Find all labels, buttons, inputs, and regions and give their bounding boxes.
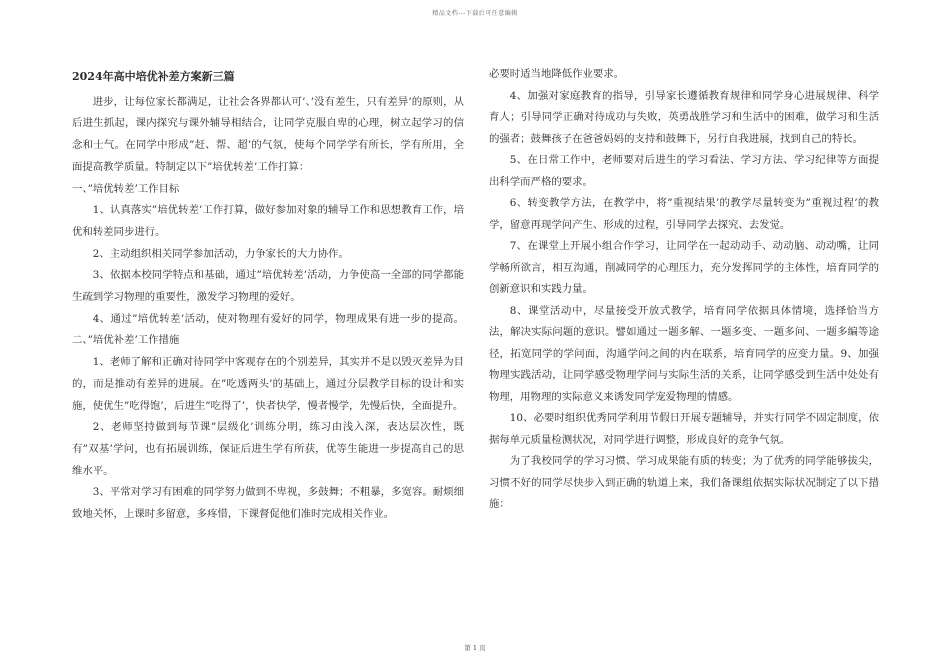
paragraph: 10、必要时组织优秀同学利用节假日开展专题辅导，并实行同学不固定制度，依据每单元质量检测状况，对同学进行调整，形成良好的竞争气氛。 <box>489 412 879 446</box>
left-column <box>72 66 464 526</box>
paragraph: 4、加强对家庭教育的指导，引导家长遵循教育规律和同学身心进展规律、科学育人；引导同学正确对待成功与失败，英勇战胜学习和生活中的困难，做学习和生活的强者；鼓舞孩子在爸爸妈妈的支持和鼓舞下，另行自我进展，找到自己的特长。 <box>489 89 879 145</box>
paragraph: 2、主动组织相关同学参加活动，力争家长的大力协作。 <box>92 247 349 260</box>
document-title: 2024年高中培优补差方案新三篇 <box>72 70 235 83</box>
paragraph: 2、老师坚持做到每节课”层级化’训练分明，练习由浅入深，表达层次性，既有”双基’学问，也有拓展训练，保证后进生学有所获，优等生能进一步提高自己的思维水平。 <box>72 421 464 477</box>
paragraph: 8、课堂活动中，尽量接受开放式教学，培育同学依据具体情境，选择恰当方法，解决实际问题的意识。譬如通过一题多解、一题多变、一题多问、一题多编等途径，拓宽同学的学问面，沟通学问之间的内在联系，培育同学的应变力量。9、加强物理实践活动，让同学感受物理学问与实际生活的关系，让同学感受到生活中处处有物理，用物理的实际意义来诱发同学宠爱物理的情感。 <box>489 304 879 403</box>
section-heading: 一、”培优转差’工作目标 <box>72 182 180 195</box>
paragraph: 3、依据本校同学特点和基础，通过”培优转差’活动，力争使高一全部的同学都能生疏到学习物理的重要性，激发学习物理的爱好。 <box>72 269 464 304</box>
paragraph: 4、通过”培优转差’活动，使对物理有爱好的同学，物理成果有进一步的提高。二、”培优补差’工作措施 <box>72 312 464 347</box>
paragraph: 7、在课堂上开展小组合作学习，让同学在一起动动手、动动脑、动动嘴，让同学畅所欲言，相互沟通，削减同学的心理压力，充分发挥同学的主体性，培育同学的创新意识和实践力量。 <box>489 240 879 295</box>
page-number: 第 1 页 <box>464 644 486 652</box>
right-column <box>489 64 879 516</box>
page-header: 精品文档---下载后可任意编辑 <box>432 10 518 17</box>
paragraph: 1、认真落实”培优转差’工作打算，做好参加对象的辅导工作和思想教育工作，培优和转差同步进行。 <box>72 204 464 238</box>
paragraph: 1、老师了解和正确对待同学中客观存在的个别差异，其实并不是以毁灭差异为目的，而是推动有差异的进展。在”吃透两头’的基础上，通过分层教学目标的设计和实施，使优生”吃得饱’，后进生”吃得了’，快者快学，慢者慢学，先慢后快，全面提升。 <box>72 356 464 412</box>
paragraph: 5、在日常工作中，老师要对后进生的学习看法、学习方法、学习纪律等方面提出科学而严格的要求。 <box>489 154 879 188</box>
paragraph: 为了我校同学的学习习惯、学习成果能有质的转变；为了优秀的同学能够拔尖，习惯不好的同学尽快步入到正确的轨道上来，我们备课组依据实际状况制定了以下措施： <box>489 455 879 510</box>
paragraph-continuation: 必要时适当地降低作业要求。 <box>489 68 625 80</box>
paragraph: 6、转变教学方法，在教学中，将”重视结果’的教学尽量转变为”重视过程’的教学，留意再现学问产生、形成的过程，引导同学去探究、去发觉。 <box>489 197 879 231</box>
paragraph: 进步，让每位家长都满足，让社会各界都认可’、’没有差生，只有差异’的原则，从后进生抓起，课内探究与课外辅导相结合，让同学克服自卑的心理，树立起学习的信念和士气。在同学中形成”赶、帮、超’的气氛，使每个同学学有所长，学有所用，全面提高教学质量。特制定以下”培优转差’工作打算： <box>72 95 464 173</box>
paragraph: 3、平常对学习有困难的同学努力做到不卑视，多鼓舞；不粗暴，多宽容。耐烦细致地关怀，上课时多留意，多疼惜，下课督促他们准时完成相关作业。 <box>72 486 464 521</box>
